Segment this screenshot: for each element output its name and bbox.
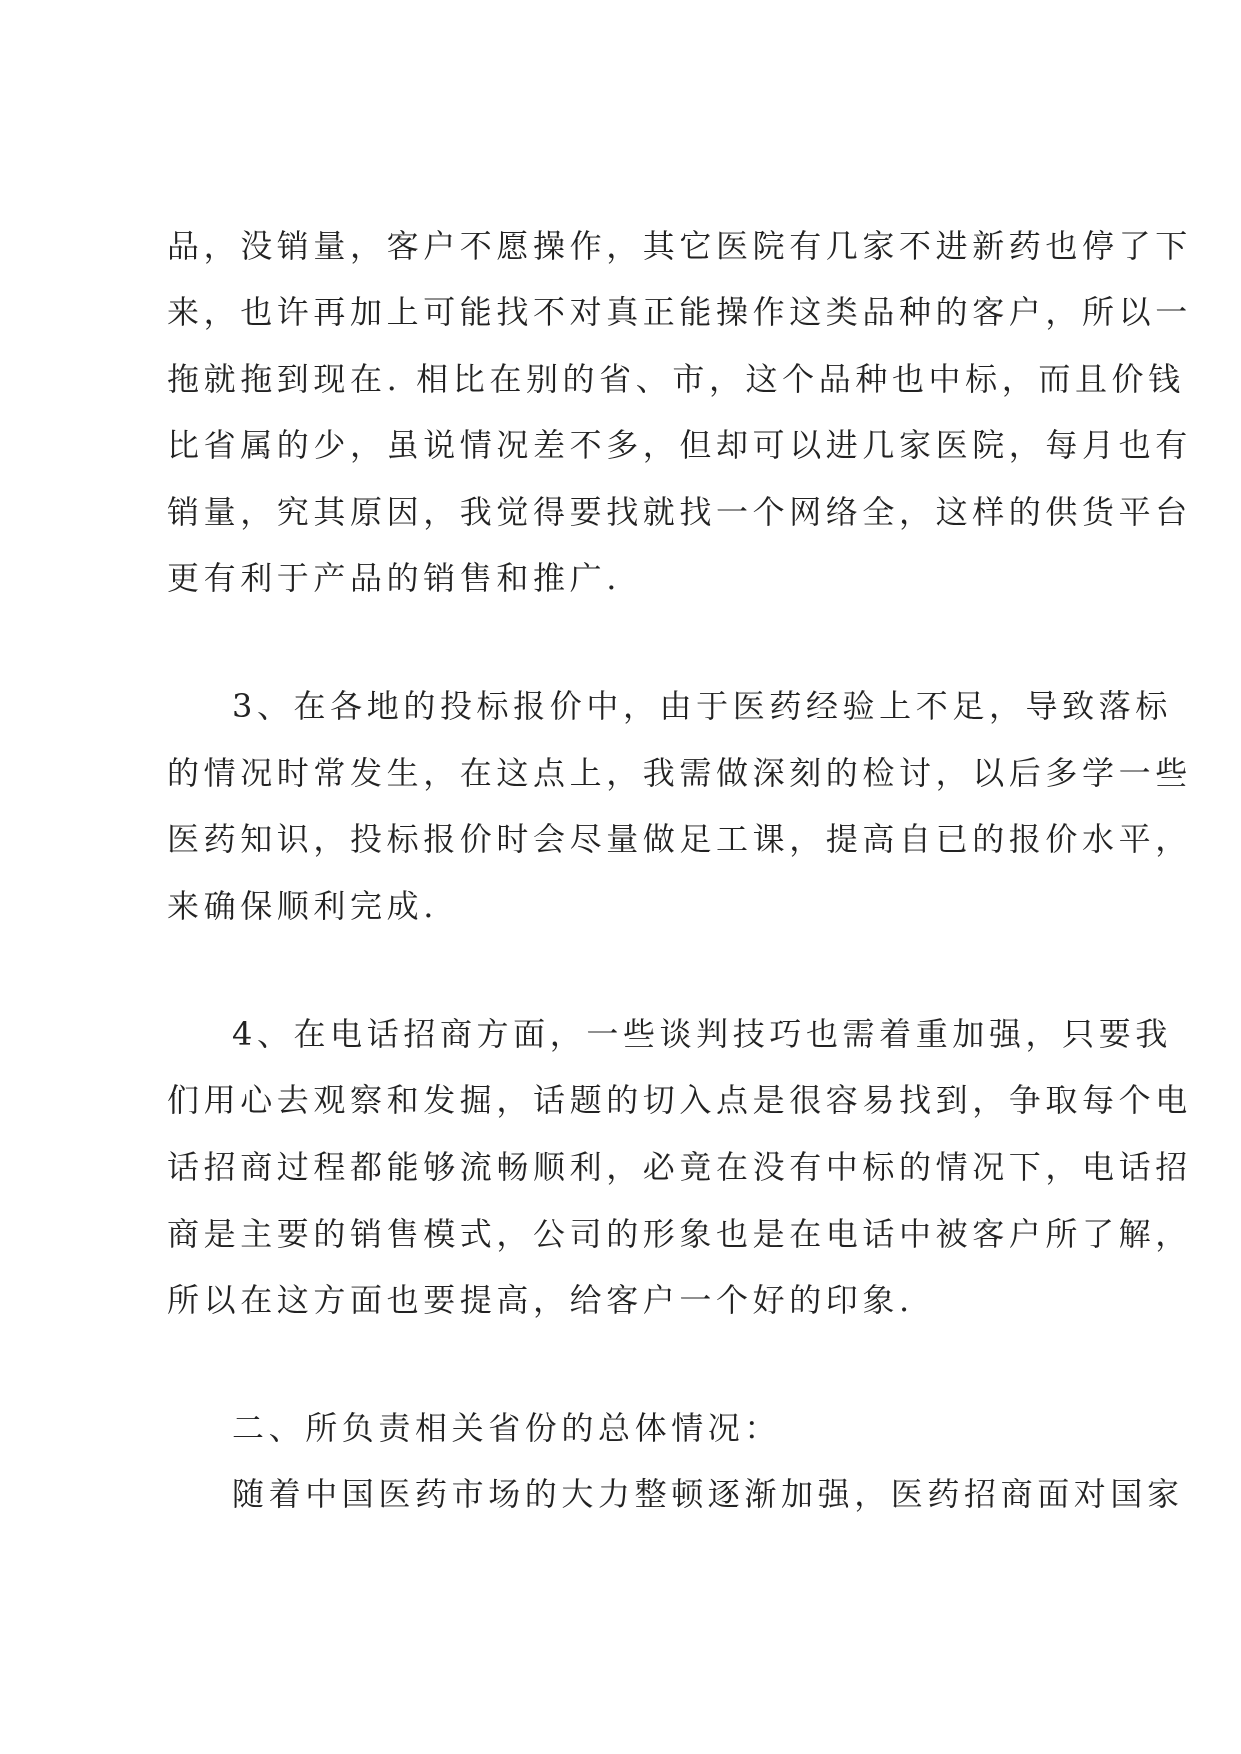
text-line: 来，也许再加上可能找不对真正能操作这类品种的客户，所以一 <box>167 293 1192 331</box>
text-line: 拖就拖到现在. 相比在别的省、市，这个品种也中标，而且价钱 <box>167 360 1185 398</box>
text-line: 来确保顺利完成. <box>167 887 438 925</box>
text-line: 更有利于产品的销售和推广. <box>167 559 621 597</box>
text-line: 的情况时常发生，在这点上，我需做深刻的检讨，以后多学一些 <box>167 754 1192 792</box>
section-heading: 二、所负责相关省份的总体情况： <box>232 1409 782 1447</box>
text-line: 所以在这方面也要提高，给客户一个好的印象. <box>167 1281 914 1319</box>
text-line: 话招商过程都能够流畅顺利，必竟在没有中标的情况下，电话招 <box>167 1148 1192 1186</box>
text-line: 销量，究其原因，我觉得要找就找一个网络全，这样的供货平台 <box>167 493 1192 531</box>
text-line: 比省属的少，虽说情况差不多，但却可以进几家医院，每月也有 <box>167 426 1192 464</box>
text-line: 4、在电话招商方面，一些谈判技巧也需着重加强，只要我 <box>232 1015 1172 1053</box>
text-line: 3、在各地的投标报价中，由于医药经验上不足，导致落标 <box>232 687 1172 725</box>
text-line: 品，没销量，客户不愿操作，其它医院有几家不进新药也停了下 <box>167 227 1192 265</box>
text-line: 商是主要的销售模式，公司的形象也是在电话中被客户所了解， <box>167 1215 1192 1253</box>
text-line: 们用心去观察和发掘，话题的切入点是很容易找到，争取每个电 <box>167 1081 1192 1119</box>
text-line: 随着中国医药市场的大力整顿逐渐加强，医药招商面对国家 <box>232 1475 1184 1513</box>
text-line: 医药知识，投标报价时会尽量做足工课，提高自已的报价水平， <box>167 820 1192 858</box>
